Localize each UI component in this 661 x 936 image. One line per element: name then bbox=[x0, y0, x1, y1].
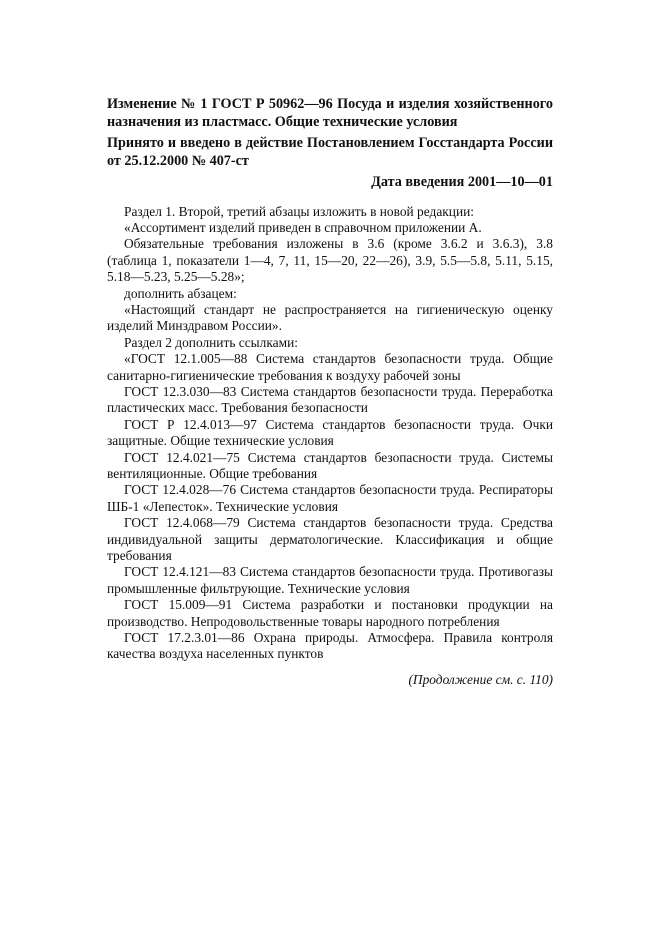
paragraph: «Настоящий стандарт не распространяется на гигиеническую оценку изделий Минздравом России». bbox=[107, 301, 553, 334]
paragraph: ГОСТ 15.009—91 Система разработки и постановки продукции на производство. Непродовольственные товары народного потребления bbox=[107, 597, 553, 629]
paragraph: ГОСТ 12.3.030—83 Система стандартов безопасности труда. Переработка пластических масс. Требования безопасности bbox=[107, 383, 553, 416]
document-body bbox=[107, 204, 553, 663]
continuation-note: (Продолжение см. с. 110) bbox=[408, 671, 553, 687]
paragraph: ГОСТ 17.2.3.01—86 Охрана природы. Атмосфера. Правила контроля качества воздуха населенных пунктов bbox=[107, 630, 553, 662]
paragraph: Раздел 1. Второй, третий абзацы изложить в новой редакции: bbox=[124, 203, 474, 219]
paragraph: ГОСТ 12.4.028—76 Система стандартов безопасности труда. Респираторы ШБ-1 «Лепесток». Технические условия bbox=[107, 482, 553, 514]
amendment-title: Изменение № 1 ГОСТ Р 50962—96 Посуда и изделия хозяйственного назначения из пластмасс. Общие технические условия bbox=[107, 96, 553, 130]
document-content bbox=[107, 96, 553, 688]
paragraph: ГОСТ 12.4.021—75 Система стандартов безопасности труда. Системы вентиляционные. Общие требования bbox=[107, 449, 553, 481]
paragraph: дополнить абзацем: bbox=[124, 285, 237, 301]
effective-date: Дата введения 2001—10—01 bbox=[371, 174, 553, 190]
paragraph: ГОСТ Р 12.4.013—97 Система стандартов безопасности труда. Очки защитные. Общие технические условия bbox=[107, 416, 553, 449]
paragraph: Раздел 2 дополнить ссылками: bbox=[124, 334, 298, 350]
paragraph: «ГОСТ 12.1.005—88 Система стандартов безопасности труда. Общие санитарно-гигиенические требования к воздуху рабочей зоны bbox=[107, 351, 553, 383]
paragraph: Обязательные требования изложены в 3.6 (кроме 3.6.2 и 3.6.3), 3.8 (таблица 1, показатели 1—4, 7, 11, 15—20, 22—26), 3.9, 5.5—5.8, 5.11, 5.15, 5.18—5.23, 5.25—5.28»; bbox=[107, 236, 553, 285]
paragraph: ГОСТ 12.4.068—79 Система стандартов безопасности труда. Средства индивидуальной защиты дерматологические. Классификация и общие требования bbox=[107, 515, 553, 564]
adoption-statement: Принято и введено в действие Постановлением Госстандарта России от 25.12.2000 № 407-ст bbox=[107, 135, 553, 169]
paragraph: «Ассортимент изделий приведен в справочном приложении А. bbox=[124, 219, 482, 235]
paragraph: ГОСТ 12.4.121—83 Система стандартов безопасности труда. Противогазы промышленные фильтрующие. Технические условия bbox=[107, 564, 553, 596]
